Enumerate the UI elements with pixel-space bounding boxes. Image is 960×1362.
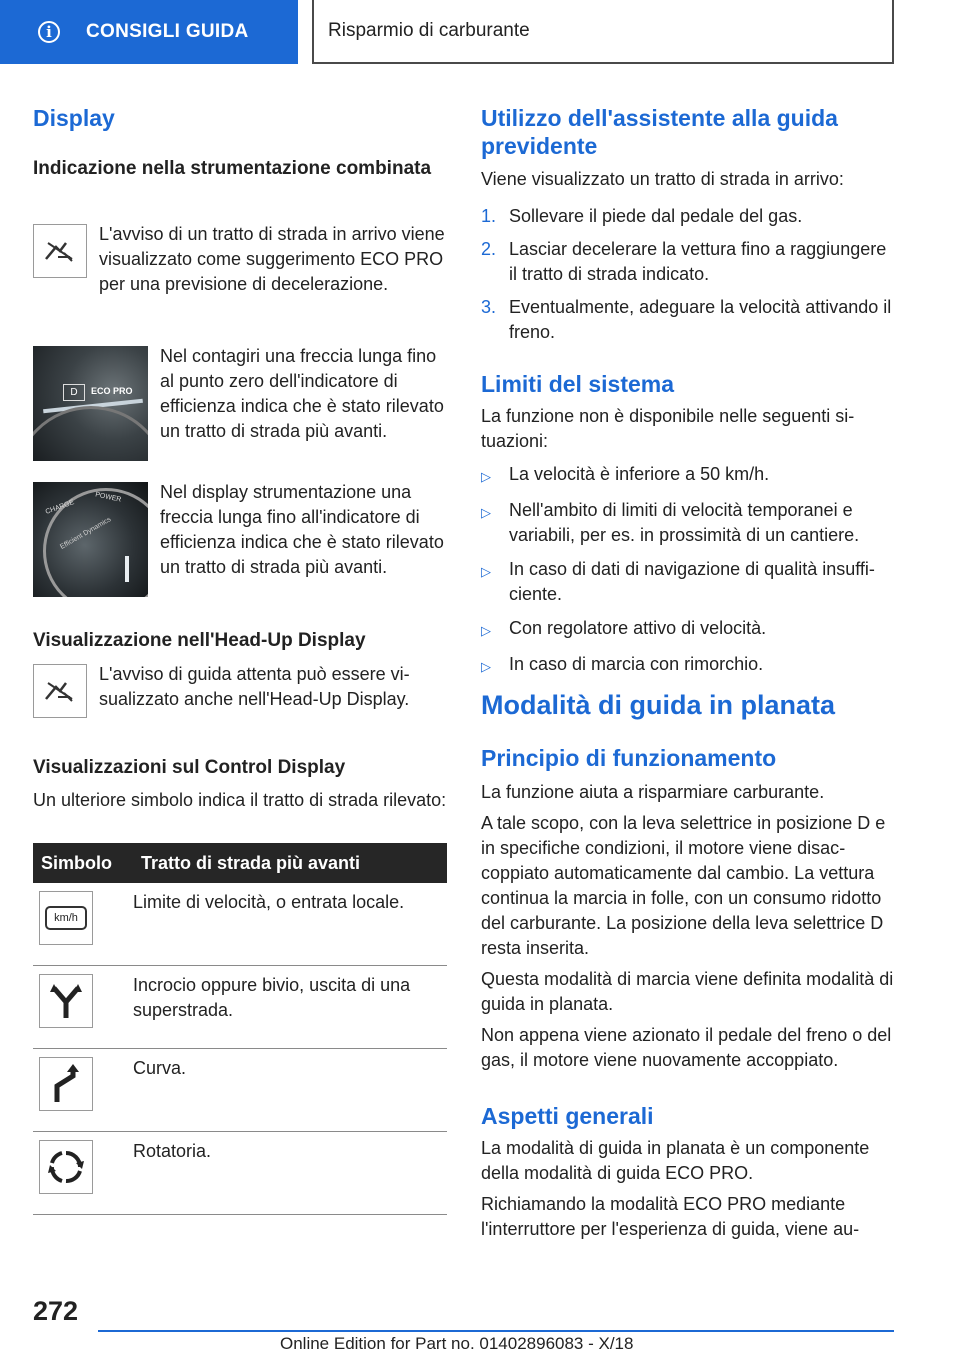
limits-title: Limiti del sistema [481,371,675,397]
step-text: Lasciar decelerare la vettura fino a raggiungere il tratto di strada indicato. [509,239,887,284]
hud-heading: Visualizzazione nell'Head-Up Display [33,630,366,651]
step-number: 3. [481,297,497,317]
list-item [481,237,895,287]
principle-body [481,780,895,1073]
speed-limit-icon: km/h [39,891,93,945]
instrument-paragraph [33,222,447,297]
cd-text: Un ulteriore simbolo indica il tratto di strada rilevato: [33,790,447,810]
footer-divider [98,1330,894,1332]
principle-p4: Non appena viene azionato il pedale del freno o del gas, il motore viene nuovamente accoppiato. [481,1025,892,1070]
step-number: 1. [481,206,497,226]
page-number: 272 [33,1296,79,1326]
table-cell-desc: Limite di velocità, o entrata locale. [133,883,447,966]
display-text: Nel display strumentazione una freccia lunga fino all'indicatore di efficienza indica che è stato rilevato un tratto di strada più avanti. [160,482,444,577]
general-title: Aspetti generali [481,1103,654,1129]
table-cell-desc: Rotatoria. [133,1132,447,1215]
general-p1: La modalità di guida in planata è un componente della modalità di guida ECO PRO. [481,1138,870,1183]
table-cell-desc: Curva. [133,1049,447,1132]
list-item: ▷ Nell'ambito di limiti di velocità temporanei e variabili, per es. in prossimità di un cantiere. [481,498,895,548]
bullet-triangle-icon: ▷ [481,564,491,579]
general-p2: Richiamando la modalità ECO PRO mediante l'interruttore per l'esperienza di guida, viene au- [481,1194,860,1239]
assist-title: Utilizzo dell'assistente alla guida previdente [481,105,838,159]
principle-p3: Questa modalità di marcia viene definita modalità di guida in planata. [481,969,894,1014]
chapter-header [312,0,894,64]
table-row [33,883,447,966]
rev-counter-photo [33,346,148,461]
instrument-heading: Indicazione nella strumentazione combinata [33,158,432,179]
step-text: Eventualmente, adeguare la velocità attivando il freno. [509,297,892,342]
table-cell-desc: Incrocio oppure bivio, uscita di una superstrada. [133,966,447,1049]
table-row [33,1132,447,1215]
rev-counter-text: Nel contagiri una freccia lunga fino al punto zero dell'indicatore di efficienza indica che è stato rilevato un tratto di strada più avanti. [160,346,444,441]
table-row [33,966,447,1049]
list-item: ▷ In caso di dati di navigazione di qualità insufficiente. [481,557,895,607]
instrument-text: L'avviso di un tratto di strada in arrivo viene visualizzato come suggerimento ECO PRO per una previsione di decelerazione. [99,224,445,294]
steps-list [481,204,895,345]
principle-p1: La funzione aiuta a risparmiare carburante. [481,782,825,802]
bullet-triangle-icon: ▷ [481,469,491,484]
symbol-table [33,843,447,1215]
limits-intro: La funzione non è disponibile nelle seguenti situazioni: [481,406,855,451]
table-row [33,1049,447,1132]
general-body [481,1136,895,1242]
eco-pro-label: ECO PRO [91,386,133,396]
rev-counter-paragraph [33,344,447,461]
step-text: Sollevare il piede dal pedale del gas. [509,206,803,226]
bullet-triangle-icon: ▷ [481,623,491,638]
section-tab[interactable] [0,0,298,64]
limits-list [481,462,895,679]
step-number: 2. [481,239,497,259]
info-icon: i [38,21,60,43]
gear-indicator: D [63,384,85,401]
cd-heading: Visualizzazioni sul Control Display [33,757,346,778]
assist-intro: Viene visualizzato un tratto di strada in arrivo: [481,169,844,189]
hud-warning-icon [33,664,87,718]
list-item: ▷ In caso di marcia con rimorchio. [481,652,895,679]
display-paragraph [33,480,447,597]
charge-label: CHARGE [44,499,76,516]
list-item: ▷ Con regolatore attivo di velocità. [481,616,895,643]
principle-p2: A tale scopo, con la leva selettrice in posizione D e in specifiche condizioni, il motore viene disaccoppiato automaticamente dal cambio. La vettura continua la marcia in folle, con un consumo ridotto del carburante. La posizione della leva selettrice D resta inserita. [481,813,886,958]
bullet-triangle-icon: ▷ [481,505,491,520]
bullet-triangle-icon: ▷ [481,659,491,674]
efficient-dynamics-label: Efficient Dynamics [59,516,113,551]
roundabout-icon [39,1140,93,1194]
glide-title: Modalità di guida in planata [481,690,836,720]
eco-pro-warning-icon [33,224,87,278]
junction-icon [39,974,93,1028]
list-item [481,295,895,345]
principle-title: Principio di funzionamento [481,745,777,771]
chapter-title: Risparmio di carburante [328,20,530,41]
table-header-symbol: Simbolo [33,843,133,883]
table-header-road: Tratto di strada più avanti [133,843,447,883]
section-tab-label: CONSIGLI GUIDA [86,21,249,42]
power-label: POWER [94,491,122,504]
curve-icon [39,1057,93,1111]
list-item [481,204,895,229]
display-title: Display [33,105,115,131]
hud-paragraph [33,662,447,718]
instrument-display-photo [33,482,148,597]
edition-text: Online Edition for Part no. 01402896083 - X/18 [280,1334,634,1353]
hud-text: L'avviso di guida attenta può essere visualizzato anche nell'Head-Up Display. [99,664,410,709]
list-item: ▷ La velocità è inferiore a 50 km/h. [481,462,895,489]
